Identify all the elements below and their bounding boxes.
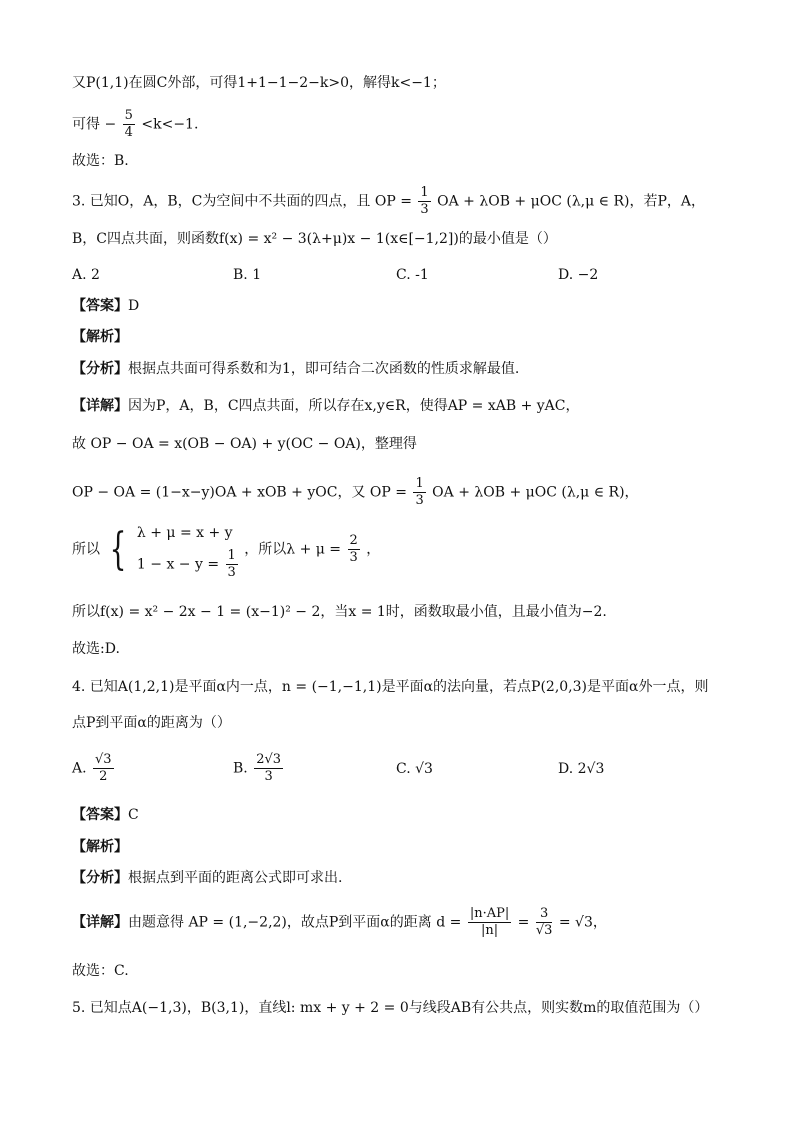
- detail-text: 因为P，A，B，C四点共面，所以存在x,y∈R，使得AP = xAB + yAC，: [128, 398, 580, 414]
- answer-value: D: [128, 298, 140, 314]
- fraction-numerator: 2: [349, 533, 358, 548]
- text-line: 又P(1,1)在圆C外部，可得1+1−1−2−k>0，解得k<−1；: [72, 75, 446, 91]
- analysis-text: 根据点共面可得系数和为1，即可结合二次函数的性质求解最值.: [128, 361, 520, 377]
- analysis-heading: 【解析】: [72, 329, 128, 345]
- detail-line-5: 所以f(x) = x² − 2x − 1 = (x−1)² − 2，当x = 1时，函数取最小值，且最小值为−2.: [72, 604, 607, 620]
- text-line: [72, 108, 734, 141]
- option-b: B. 1: [233, 267, 262, 283]
- fraction: [93, 752, 114, 785]
- fraction: [123, 108, 135, 141]
- fraction-denominator: |n|: [480, 923, 499, 938]
- fraction-denominator: 3: [264, 769, 273, 784]
- fraction: [413, 476, 425, 509]
- text-span: 3. 已知O，A，B，C为空间中不共面的四点，且 OP =: [72, 193, 412, 210]
- fraction-numerator: 1: [227, 548, 236, 563]
- option-d: D. −2: [558, 267, 599, 283]
- fraction-numerator: 5: [124, 108, 133, 123]
- answer-value: C: [128, 807, 139, 823]
- option-d: D. 2√3: [558, 761, 605, 777]
- option-a: [72, 752, 116, 785]
- detail-line-2: 故选：C.: [72, 963, 129, 979]
- text-span: =: [517, 914, 530, 931]
- question-5-line: 5. 已知点A(−1,3)，B(3,1)，直线l: mx + y + 2 = 0与线段AB有公共点，则实数m的取值范围为（）: [72, 1000, 709, 1016]
- fraction-numerator: |n·AP|: [469, 906, 510, 921]
- analysis-summary: [72, 867, 734, 889]
- fraction-numerator: 1: [420, 185, 429, 200]
- detail-line-6: 故选:D.: [72, 641, 120, 657]
- detail-line-1: [72, 906, 734, 939]
- text-span: OA + λOB + μOC (λ,μ ∈ R)，: [432, 484, 639, 501]
- answer-line: [72, 804, 734, 826]
- fraction: [536, 906, 553, 939]
- fraction-numerator: 2√3: [256, 752, 282, 767]
- text-span: OP − OA = (1−x−y)OA + xOB + yOC，又 OP =: [72, 484, 407, 501]
- detail-line-1: [72, 395, 734, 417]
- fraction-denominator: √3: [535, 923, 553, 938]
- text-span: OA + λOB + μOC (λ,μ ∈ R)，若P，A，: [437, 193, 706, 210]
- answer-tag: 【答案】: [72, 298, 128, 314]
- detail-tag: 【详解】: [72, 914, 128, 931]
- text-line: 故选：B.: [72, 153, 129, 169]
- fraction-numerator: 1: [415, 476, 424, 491]
- equation-row: λ + μ = x + y: [136, 525, 233, 541]
- detail-tag: 【详解】: [72, 398, 128, 414]
- detail-line-3: [72, 476, 734, 509]
- fraction-denominator: 4: [124, 125, 133, 140]
- text-span: ，所以λ + μ =: [244, 541, 342, 558]
- fraction-denominator: 3: [227, 565, 236, 580]
- text-span: ，: [366, 541, 381, 558]
- option-c: C. √3: [396, 761, 433, 777]
- fraction: [468, 906, 511, 939]
- detail-text: 由题意得 AP = (1,−2,2)，故点P到平面α的距离 d =: [128, 914, 462, 931]
- text-span: 1 − x − y =: [136, 556, 220, 573]
- fraction: [254, 752, 283, 785]
- analysis-heading: 【解析】: [72, 839, 128, 855]
- text-span: 所以: [72, 541, 100, 558]
- fraction-numerator: 3: [536, 906, 553, 923]
- fraction: [418, 185, 430, 218]
- fraction: [226, 548, 238, 581]
- fraction-denominator: 3: [420, 202, 429, 217]
- text-span: 可得 −: [72, 116, 117, 133]
- analysis-tag: 【分析】: [72, 361, 128, 377]
- question-4-line-1: 4. 已知A(1,2,1)是平面α内一点，n = (−1,−1,1)是平面α的法向量，若点P(2,0,3)是平面α外一点，则: [72, 679, 709, 695]
- fraction-denominator: 3: [349, 550, 358, 565]
- left-brace: {: [110, 523, 127, 575]
- analysis-text: 根据点到平面的距离公式即可求出.: [128, 870, 343, 886]
- question-4-line-2: 点P到平面α的距离为（）: [72, 715, 231, 731]
- fraction: [348, 533, 360, 566]
- detail-line-4: [72, 518, 734, 582]
- text-span: A.: [72, 760, 87, 777]
- equation-row: [137, 548, 240, 581]
- question-3-line-2: B，C四点共面，则函数f(x) = x² − 3(λ+μ)x − 1(x∈[−1,2])的最小值是（）: [72, 231, 557, 247]
- fraction-numerator: √3: [95, 752, 112, 767]
- fraction-denominator: 3: [415, 493, 424, 508]
- fraction-denominator: 2: [99, 769, 108, 784]
- option-b: [233, 752, 285, 785]
- detail-line-2: 故 OP − OA = x(OB − OA) + y(OC − OA)，整理得: [72, 436, 417, 452]
- option-a: A. 2: [72, 267, 100, 283]
- question-3-line-1: [72, 185, 734, 218]
- text-span: = √3，: [558, 914, 607, 931]
- text-span: <k<−1.: [141, 116, 199, 133]
- answer-line: [72, 295, 734, 317]
- equation-system: [137, 518, 240, 581]
- analysis-summary: [72, 358, 734, 380]
- text-span: B.: [233, 760, 248, 777]
- answer-tag: 【答案】: [72, 807, 128, 823]
- option-c: C. -1: [396, 267, 429, 283]
- analysis-tag: 【分析】: [72, 870, 128, 886]
